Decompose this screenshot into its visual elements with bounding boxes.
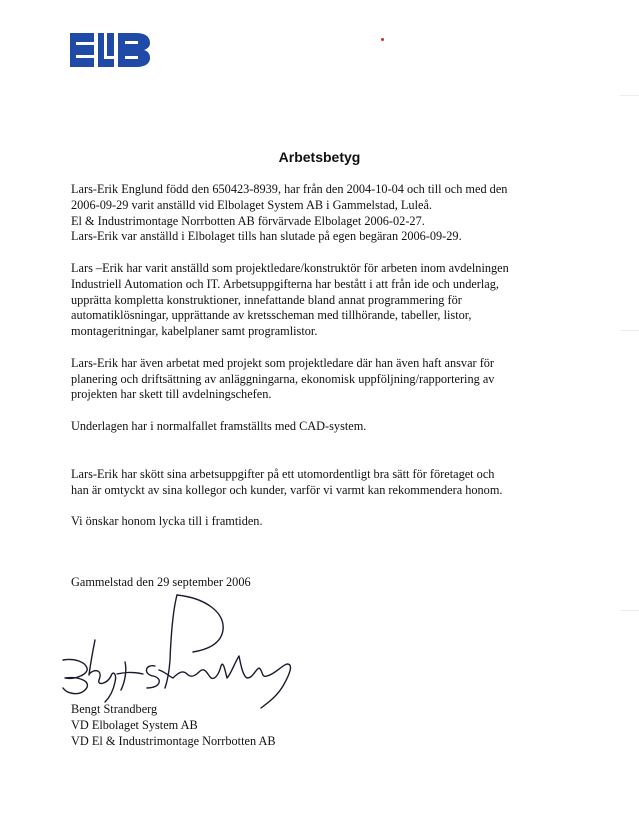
- signer-title: VD El & Industrimontage Norrbotten AB: [71, 733, 276, 748]
- text-line: han är omtyckt av sina kollegor och kunder, varför vi varmt kan rekommendera honom.: [71, 482, 503, 497]
- signer-title: VD Elbolaget System AB: [71, 717, 198, 732]
- scan-artifact: [620, 610, 639, 611]
- handwritten-signature: [55, 590, 315, 715]
- text-line: Vi önskar honom lycka till i framtiden.: [71, 514, 263, 529]
- company-logo: [70, 33, 150, 67]
- paragraph-role: [71, 261, 611, 340]
- text-line: Industriell Automation och IT. Arbetsuppgifterna har bestått i att från ide och underlag,: [71, 276, 499, 291]
- text-line: 2006-09-29 varit anställd vid Elbolaget System AB i Gammelstad, Luleå.: [71, 197, 432, 212]
- text-line: Lars-Erik var anställd i Elbolaget tills han slutade på egen begäran 2006-09-29.: [71, 229, 462, 244]
- paragraph-cad: [71, 419, 611, 435]
- letter-body: [71, 182, 611, 546]
- document-title: Arbetsbetyg: [278, 149, 361, 165]
- text-line: planering och driftsättning av anläggningarna, ekonomisk uppföljning/rapportering av: [71, 371, 495, 386]
- signer-block: [71, 702, 276, 749]
- scan-artifact: [620, 95, 639, 96]
- text-line: Lars-Erik har skött sina arbetsuppgifter på ett utomordentligt bra sätt för företaget och: [71, 466, 495, 481]
- text-line: Underlagen har i normalfallet framställts med CAD-system.: [71, 418, 367, 433]
- text-line: projekten har skett till avdelningschefen.: [71, 387, 272, 402]
- text-line: automatiklösningar, upprättande av kretsscheman med tillhörande, tabeller, listor,: [71, 308, 472, 323]
- paragraph-wishes: [71, 514, 611, 530]
- text-line: Lars-Erik Englund född den 650423-8939, har från den 2004-10-04 och till och med den: [71, 182, 508, 196]
- text-line: montageritningar, kabelplaner samt programlistor.: [71, 324, 318, 339]
- red-mark: [381, 38, 384, 41]
- paragraph-employment: [71, 182, 611, 245]
- signer-name: Bengt Strandberg: [71, 702, 158, 716]
- text-line: upprätta kompletta konstruktioner, innefattande bland annat programmering för: [71, 292, 462, 307]
- place-and-date: Gammelstad den 29 september 2006: [71, 575, 251, 589]
- text-line: Lars –Erik har varit anställd som projektledare/konstruktör för arbeten inom avdelningen: [71, 260, 509, 275]
- paragraph-projects: [71, 356, 611, 403]
- text-line: Lars-Erik har även arbetat med projekt som projektledare där han även haft ansvar för: [71, 355, 495, 370]
- paragraph-recommendation: [71, 467, 611, 499]
- text-line: El & Industrimontage Norrbotten AB förvärvade Elbolaget 2006-02-27.: [71, 213, 425, 228]
- scan-artifact: [620, 330, 639, 331]
